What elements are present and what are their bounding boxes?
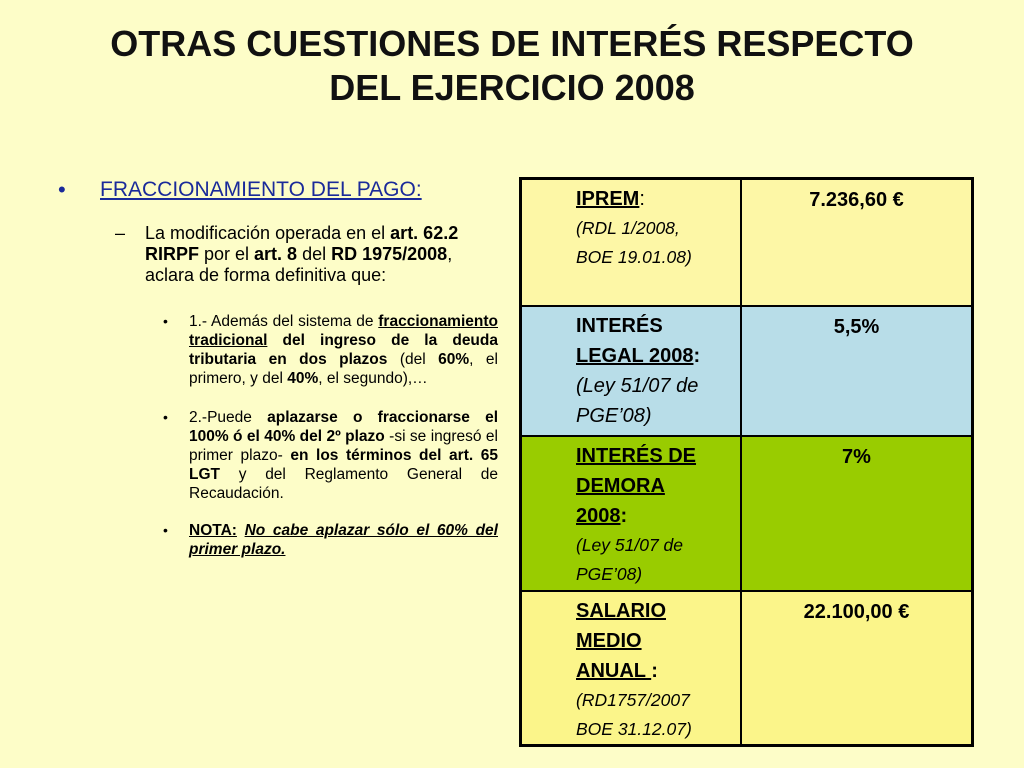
bullet-marker: • [163, 522, 168, 538]
row-source [576, 686, 734, 744]
source-line: BOE 31.12.07) [576, 719, 692, 740]
row-label [576, 596, 734, 686]
item-text [189, 312, 498, 388]
rates-table [519, 177, 974, 747]
item-text [189, 408, 498, 503]
table-row-iprem [522, 180, 971, 305]
text-run-bold: RD 1975/2008 [331, 244, 448, 264]
source-line: (Ley 51/07 de [576, 535, 684, 556]
value-cell: 7% [842, 446, 871, 469]
value-cell: 7.236,60 € [809, 189, 904, 211]
nota-text: No cabe aplazar sólo el 60% del primer plazo. [189, 522, 498, 558]
row-label [576, 184, 734, 214]
bullet-fraccionamiento [58, 178, 502, 201]
row-source [576, 371, 734, 431]
text-run-bold: art. 62.2 RIRPF [145, 223, 459, 264]
label-cell [522, 592, 742, 744]
item-fraccionamiento-tradicional [58, 312, 498, 388]
bullet-heading: FRACCIONAMIENTO DEL PAGO: [100, 178, 422, 201]
value-cell: 22.100,00 € [803, 601, 910, 624]
text-run: , aclara de forma definitiva que: [145, 244, 453, 285]
text-run: , el segundo),… [318, 370, 428, 387]
text-run-bold: art. 8 [254, 244, 298, 264]
label-colon: : [651, 660, 658, 683]
text-run: y del Reglamento General de Recaudación. [189, 466, 498, 502]
bullet-marker: • [58, 177, 66, 202]
label-cell [522, 180, 742, 305]
text-run: (del [387, 351, 439, 368]
label-text: IPREM [576, 188, 640, 210]
text-run: por el [199, 244, 255, 264]
bullet-list [58, 178, 502, 559]
label-colon: : [620, 505, 628, 528]
label-text: INTERÉS [576, 315, 663, 338]
text-run: , el primero, y del [189, 351, 498, 387]
label-text: DEMORA [576, 475, 665, 498]
label-cell [522, 437, 742, 590]
label-text: INTERÉS DE [576, 445, 697, 468]
row-source [576, 531, 734, 589]
text-run: -si se ingresó el primer plazo- [189, 428, 498, 464]
source-line: BOE 19.01.08) [576, 247, 692, 267]
item-nota [58, 521, 498, 559]
text-run: La modificación operada en el [145, 223, 391, 243]
row-label [576, 311, 734, 371]
source-line: (RD1757/2007 [576, 690, 690, 711]
label-colon: : [639, 188, 645, 210]
label-text: 2008 [576, 505, 621, 528]
text-run: del [297, 244, 332, 264]
label-colon: : [693, 345, 701, 368]
text-run-bold: 40% [287, 370, 319, 387]
item-text [189, 521, 498, 559]
source-line: (Ley 51/07 de [576, 375, 699, 398]
label-text: MEDIO [576, 630, 642, 653]
source-line: (RDL 1/2008, [576, 218, 680, 238]
table-row-salario-medio [522, 590, 971, 744]
bullet-marker: • [163, 409, 168, 425]
table-row-interes-demora [522, 435, 971, 590]
value-cell: 5,5% [833, 316, 880, 339]
text-run-bold: del ingreso de la deuda tributaria en dos plazos [189, 332, 498, 368]
sub-bullet-modificacion [58, 223, 502, 286]
bullet-marker: • [163, 313, 168, 329]
text-run: 2.-Puede [189, 409, 268, 426]
label-text: LEGAL 2008 [576, 345, 694, 368]
label-cell [522, 307, 742, 435]
dash-marker: – [115, 223, 126, 243]
title-line-2: DEL EJERCICIO 2008 [329, 67, 695, 108]
text-run [237, 522, 245, 539]
table-row-interes-legal [522, 305, 971, 435]
label-text: ANUAL [576, 660, 652, 683]
text-run-bold-underlined: fraccionamiento tradicional [189, 313, 498, 349]
row-label [576, 441, 734, 531]
slide-title [40, 22, 984, 110]
sub-bullet-text [145, 223, 502, 286]
label-text: SALARIO [576, 600, 666, 623]
row-source [576, 214, 734, 272]
title-line-1: OTRAS CUESTIONES DE INTERÉS RESPECTO [110, 23, 914, 64]
source-line: PGE’08) [576, 564, 643, 585]
source-line: PGE’08) [576, 405, 652, 428]
text-run: 1.- Además del sistema de [189, 313, 379, 330]
text-run-bold: 60% [438, 351, 470, 368]
text-run-bold: aplazarse o fraccionarse el 100% ó el 40% del 2º plazo [189, 409, 498, 445]
nota-label: NOTA: [189, 522, 237, 539]
text-run-bold: en los términos del art. 65 LGT [189, 447, 498, 483]
item-aplazarse [58, 408, 498, 503]
